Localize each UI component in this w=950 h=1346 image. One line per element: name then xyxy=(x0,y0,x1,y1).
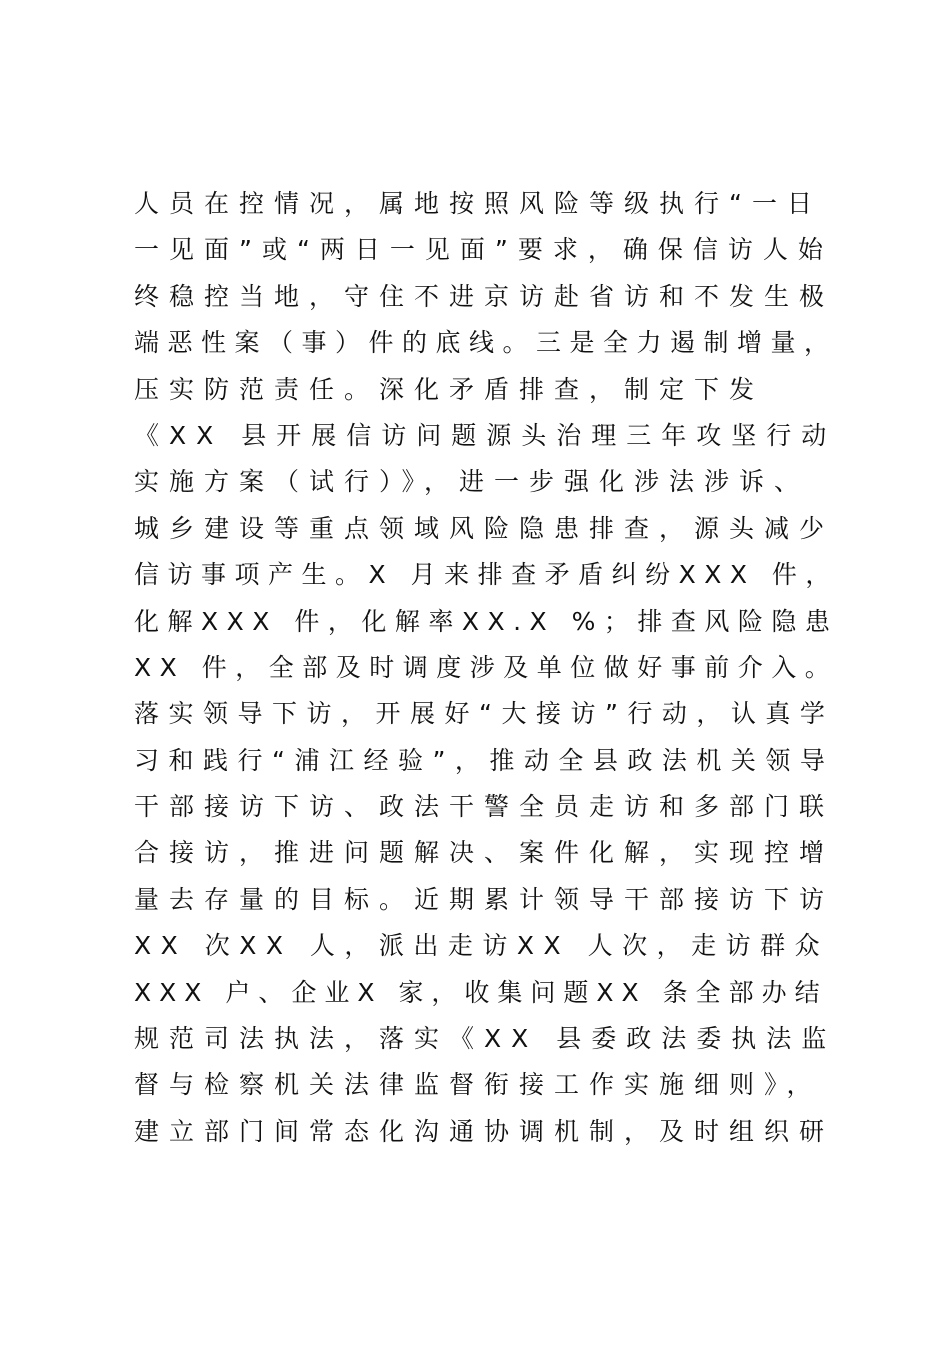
text-line: 《XX 县开展信访问题源头治理三年攻坚行动 xyxy=(134,420,837,450)
text-line: 习和践行“浦江经验”，推动全县政法机关领导 xyxy=(134,745,835,775)
body-paragraph xyxy=(134,181,839,1155)
text-line: 督与检察机关法律监督衔接工作实施细则》， xyxy=(134,1070,822,1100)
text-line: 量去存量的目标。近期累计领导干部接访下访 xyxy=(134,884,835,914)
text-line: 落实领导下访，开展好“大接访”行动，认真学 xyxy=(134,699,835,729)
text-line: 城乡建设等重点领域风险隐患排查，源头减少 xyxy=(134,513,835,543)
text-line: XX 件，全部及时调度涉及单位做好事前介入。 xyxy=(134,652,839,682)
text-line: 一见面”或“两日一见面”要求，确保信访人始 xyxy=(134,235,833,265)
text-line: 人员在控情况，属地按照风险等级执行“一日 xyxy=(134,189,822,218)
text-line: 压实防范责任。深化矛盾排查，制定下发 xyxy=(134,374,765,404)
text-line: 信访事项产生。X 月来排查矛盾纠纷XXX 件， xyxy=(134,560,839,590)
text-line: XXX 户、企业X 家，收集问题XX 条全部办结 xyxy=(134,977,828,1007)
text-line: 干部接访下访、政法干警全员走访和多部门联 xyxy=(134,792,835,822)
text-line: 合接访，推进问题解决、案件化解，实现控增 xyxy=(134,838,835,868)
text-line: 建立部门间常态化沟通协调机制，及时组织研 xyxy=(134,1116,835,1146)
text-line: 化解XXX 件，化解率XX.X %；排查风险隐患 xyxy=(134,606,839,636)
text-line: 规范司法执法，落实《XX 县委政法委执法监 xyxy=(134,1024,837,1054)
text-line: 实施方案（试行）》，进一步强化涉法涉诉、 xyxy=(134,467,810,497)
text-line: 终稳控当地，守住不进京访赴省访和不发生极 xyxy=(134,281,835,311)
text-line: XX 次XX 人，派出走访XX 人次，走访群众 xyxy=(134,931,830,961)
text-line: 端恶性案（事）件的底线。三是全力遏制增量， xyxy=(134,328,838,358)
